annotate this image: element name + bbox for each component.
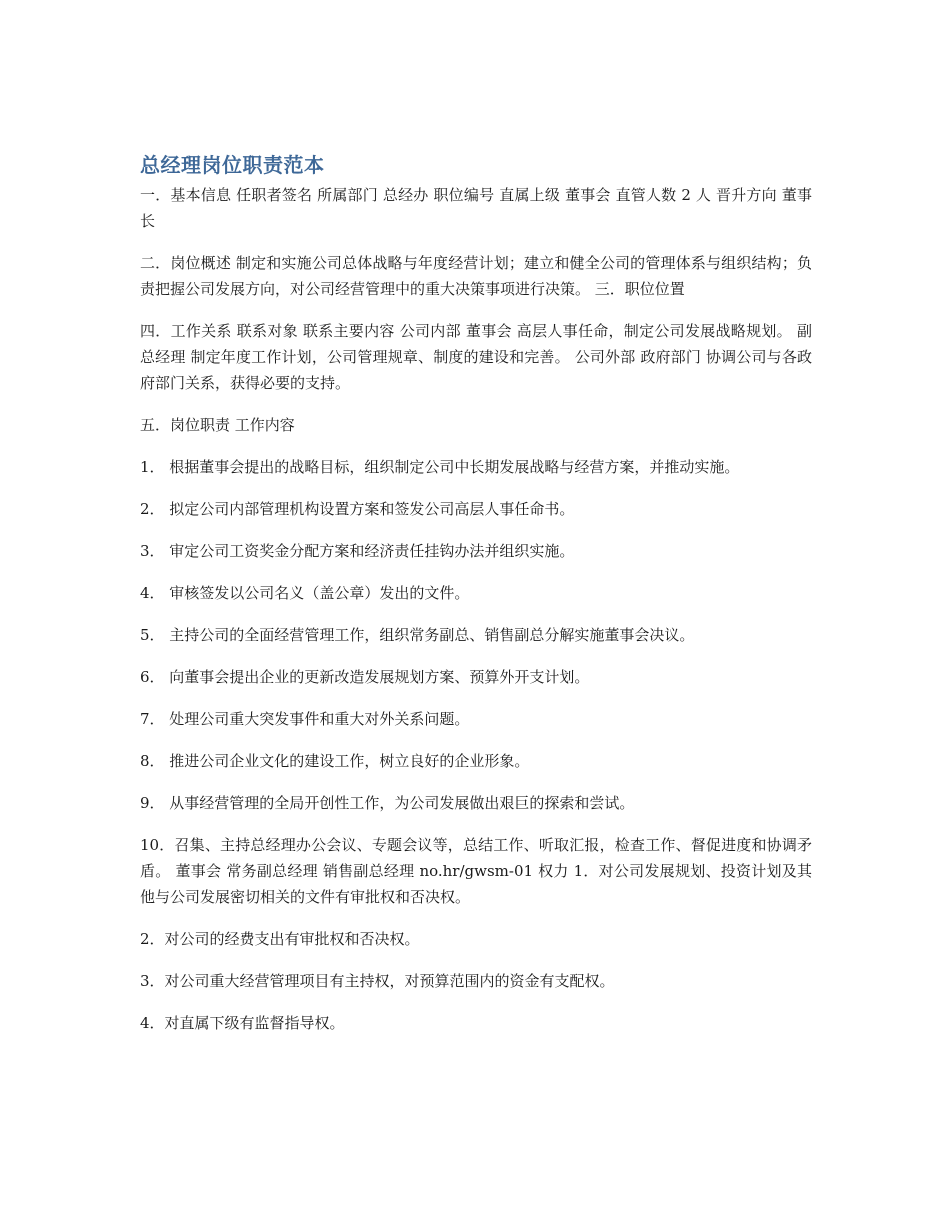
paragraph-duties-heading: 五．岗位职责 工作内容 bbox=[140, 416, 295, 434]
authority-item-4: 4．对直属下级有监督指导权。 bbox=[140, 1014, 345, 1032]
duty-item-3: 3． 审定公司工资奖金分配方案和经济责任挂钩办法并组织实施。 bbox=[140, 542, 575, 560]
duty-item-8: 8． 推进公司企业文化的建设工作，树立良好的企业形象。 bbox=[140, 752, 530, 770]
document-page bbox=[140, 150, 812, 1052]
duty-item-5: 5． 主持公司的全面经营管理工作，组织常务副总、销售副总分解实施董事会决议。 bbox=[140, 626, 695, 644]
duty-item-4: 4． 审核签发以公司名义（盖公章）发出的文件。 bbox=[140, 584, 470, 602]
authority-item-2: 2．对公司的经费支出有审批权和否决权。 bbox=[140, 930, 420, 948]
paragraph-work-relations: 四．工作关系 联系对象 联系主要内容 公司内部 董事会 高层人事任命，制定公司发展战略规划。 副总经理 制定年度工作计划，公司管理规章、制度的建设和完善。 公司外部 政府部门 协调公司与各政府部门关系，获得必要的支持。 bbox=[140, 322, 812, 392]
duty-item-1: 1． 根据董事会提出的战略目标，组织制定公司中长期发展战略与经营方案，并推动实施。 bbox=[140, 458, 740, 476]
duty-item-10: 10．召集、主持总经理办公会议、专题会议等，总结工作、听取汇报，检查工作、督促进度和协调矛盾。 董事会 常务副总经理 销售副总经理 no.hr/gwsm-01 权力 1．对公司发展规划、投资计划及其他与公司发展密切相关的文件有审批权和否决权。 bbox=[140, 836, 812, 906]
duty-item-2: 2． 拟定公司内部管理机构设置方案和签发公司高层人事任命书。 bbox=[140, 500, 575, 518]
paragraph-basic-info: 一．基本信息 任职者签名 所属部门 总经办 职位编号 直属上级 董事会 直管人数 2 人 晋升方向 董事长 bbox=[140, 186, 812, 230]
duty-item-6: 6． 向董事会提出企业的更新改造发展规划方案、预算外开支计划。 bbox=[140, 668, 590, 686]
paragraph-position-overview: 二．岗位概述 制定和实施公司总体战略与年度经营计划；建立和健全公司的管理体系与组织结构；负责把握公司发展方向，对公司经营管理中的重大决策事项进行决策。 三．职位位置 bbox=[140, 254, 812, 298]
duty-item-7: 7． 处理公司重大突发事件和重大对外关系问题。 bbox=[140, 710, 470, 728]
authority-item-3: 3．对公司重大经营管理项目有主持权，对预算范围内的资金有支配权。 bbox=[140, 972, 615, 990]
duty-item-9: 9． 从事经营管理的全局开创性工作，为公司发展做出艰巨的探索和尝试。 bbox=[140, 794, 635, 812]
document-title: 总经理岗位职责范本 bbox=[140, 153, 325, 177]
